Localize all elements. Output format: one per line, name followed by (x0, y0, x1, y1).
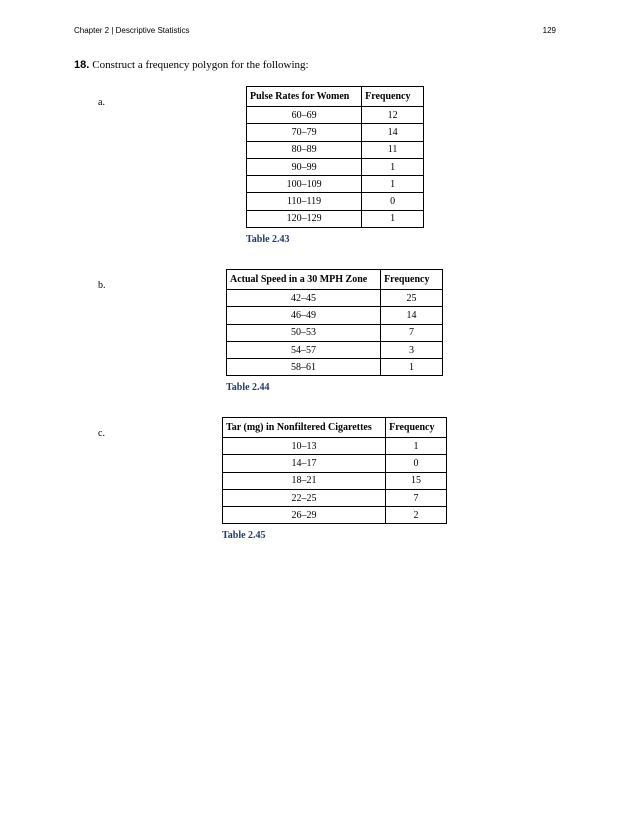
frequency-cell: 12 (362, 107, 424, 124)
column-header: Tar (mg) in Nonfiltered Cigarettes (223, 418, 386, 438)
table-row (223, 438, 447, 455)
part-b-label: b. (98, 280, 106, 291)
table-pulse-rates (246, 86, 424, 228)
class-cell: 14–17 (223, 455, 386, 472)
frequency-cell: 1 (381, 359, 443, 376)
table-caption: Table 2.43 (246, 234, 290, 245)
table-row (223, 507, 447, 524)
class-cell: 10–13 (223, 438, 386, 455)
frequency-cell: 7 (381, 324, 443, 341)
frequency-cell: 15 (386, 472, 447, 489)
table-row (223, 472, 447, 489)
frequency-cell: 1 (386, 438, 447, 455)
chapter-title: Chapter 2 | Descriptive Statistics (74, 26, 190, 35)
frequency-cell: 0 (386, 455, 447, 472)
frequency-cell: 14 (362, 124, 424, 141)
table-tar-cigarettes (222, 417, 447, 524)
part-a-label: a. (98, 97, 105, 108)
class-cell: 42–45 (227, 290, 381, 307)
table-row (247, 124, 424, 141)
column-header: Actual Speed in a 30 MPH Zone (227, 270, 381, 290)
problem-text: Construct a frequency polygon for the following: (92, 59, 309, 71)
table-header-row (247, 87, 424, 107)
problem-number: 18. (74, 59, 90, 71)
column-header: Frequency (381, 270, 443, 290)
table-caption: Table 2.44 (226, 382, 270, 393)
table-actual-speed (226, 269, 443, 376)
class-cell: 60–69 (247, 107, 362, 124)
column-header: Pulse Rates for Women (247, 87, 362, 107)
class-cell: 22–25 (223, 489, 386, 506)
class-cell: 70–79 (247, 124, 362, 141)
frequency-cell: 3 (381, 341, 443, 358)
table-row (227, 324, 443, 341)
frequency-cell: 1 (362, 158, 424, 175)
frequency-cell: 14 (381, 307, 443, 324)
table-row (223, 489, 447, 506)
table-row (227, 341, 443, 358)
class-cell: 120–129 (247, 210, 362, 227)
table-row (227, 307, 443, 324)
table-row (227, 359, 443, 376)
column-header: Frequency (362, 87, 424, 107)
class-cell: 90–99 (247, 158, 362, 175)
frequency-cell: 11 (362, 141, 424, 158)
class-cell: 54–57 (227, 341, 381, 358)
frequency-cell: 0 (362, 193, 424, 210)
table-row (247, 141, 424, 158)
class-cell: 18–21 (223, 472, 386, 489)
table-header-row (227, 270, 443, 290)
frequency-cell: 25 (381, 290, 443, 307)
table-caption: Table 2.45 (222, 530, 266, 541)
column-header: Frequency (386, 418, 447, 438)
class-cell: 100–109 (247, 176, 362, 193)
frequency-cell: 1 (362, 176, 424, 193)
frequency-cell: 7 (386, 489, 447, 506)
table-row (247, 210, 424, 227)
class-cell: 80–89 (247, 141, 362, 158)
problem-statement (74, 59, 309, 71)
part-c-label: c. (98, 428, 105, 439)
class-cell: 110–119 (247, 193, 362, 210)
page-header (74, 26, 556, 38)
class-cell: 58–61 (227, 359, 381, 376)
page-number: 129 (542, 26, 556, 35)
table-row (223, 455, 447, 472)
class-cell: 26–29 (223, 507, 386, 524)
table-header-row (223, 418, 447, 438)
table-row (247, 193, 424, 210)
frequency-cell: 2 (386, 507, 447, 524)
class-cell: 50–53 (227, 324, 381, 341)
table-row (227, 290, 443, 307)
table-row (247, 176, 424, 193)
class-cell: 46–49 (227, 307, 381, 324)
table-row (247, 107, 424, 124)
table-row (247, 158, 424, 175)
frequency-cell: 1 (362, 210, 424, 227)
